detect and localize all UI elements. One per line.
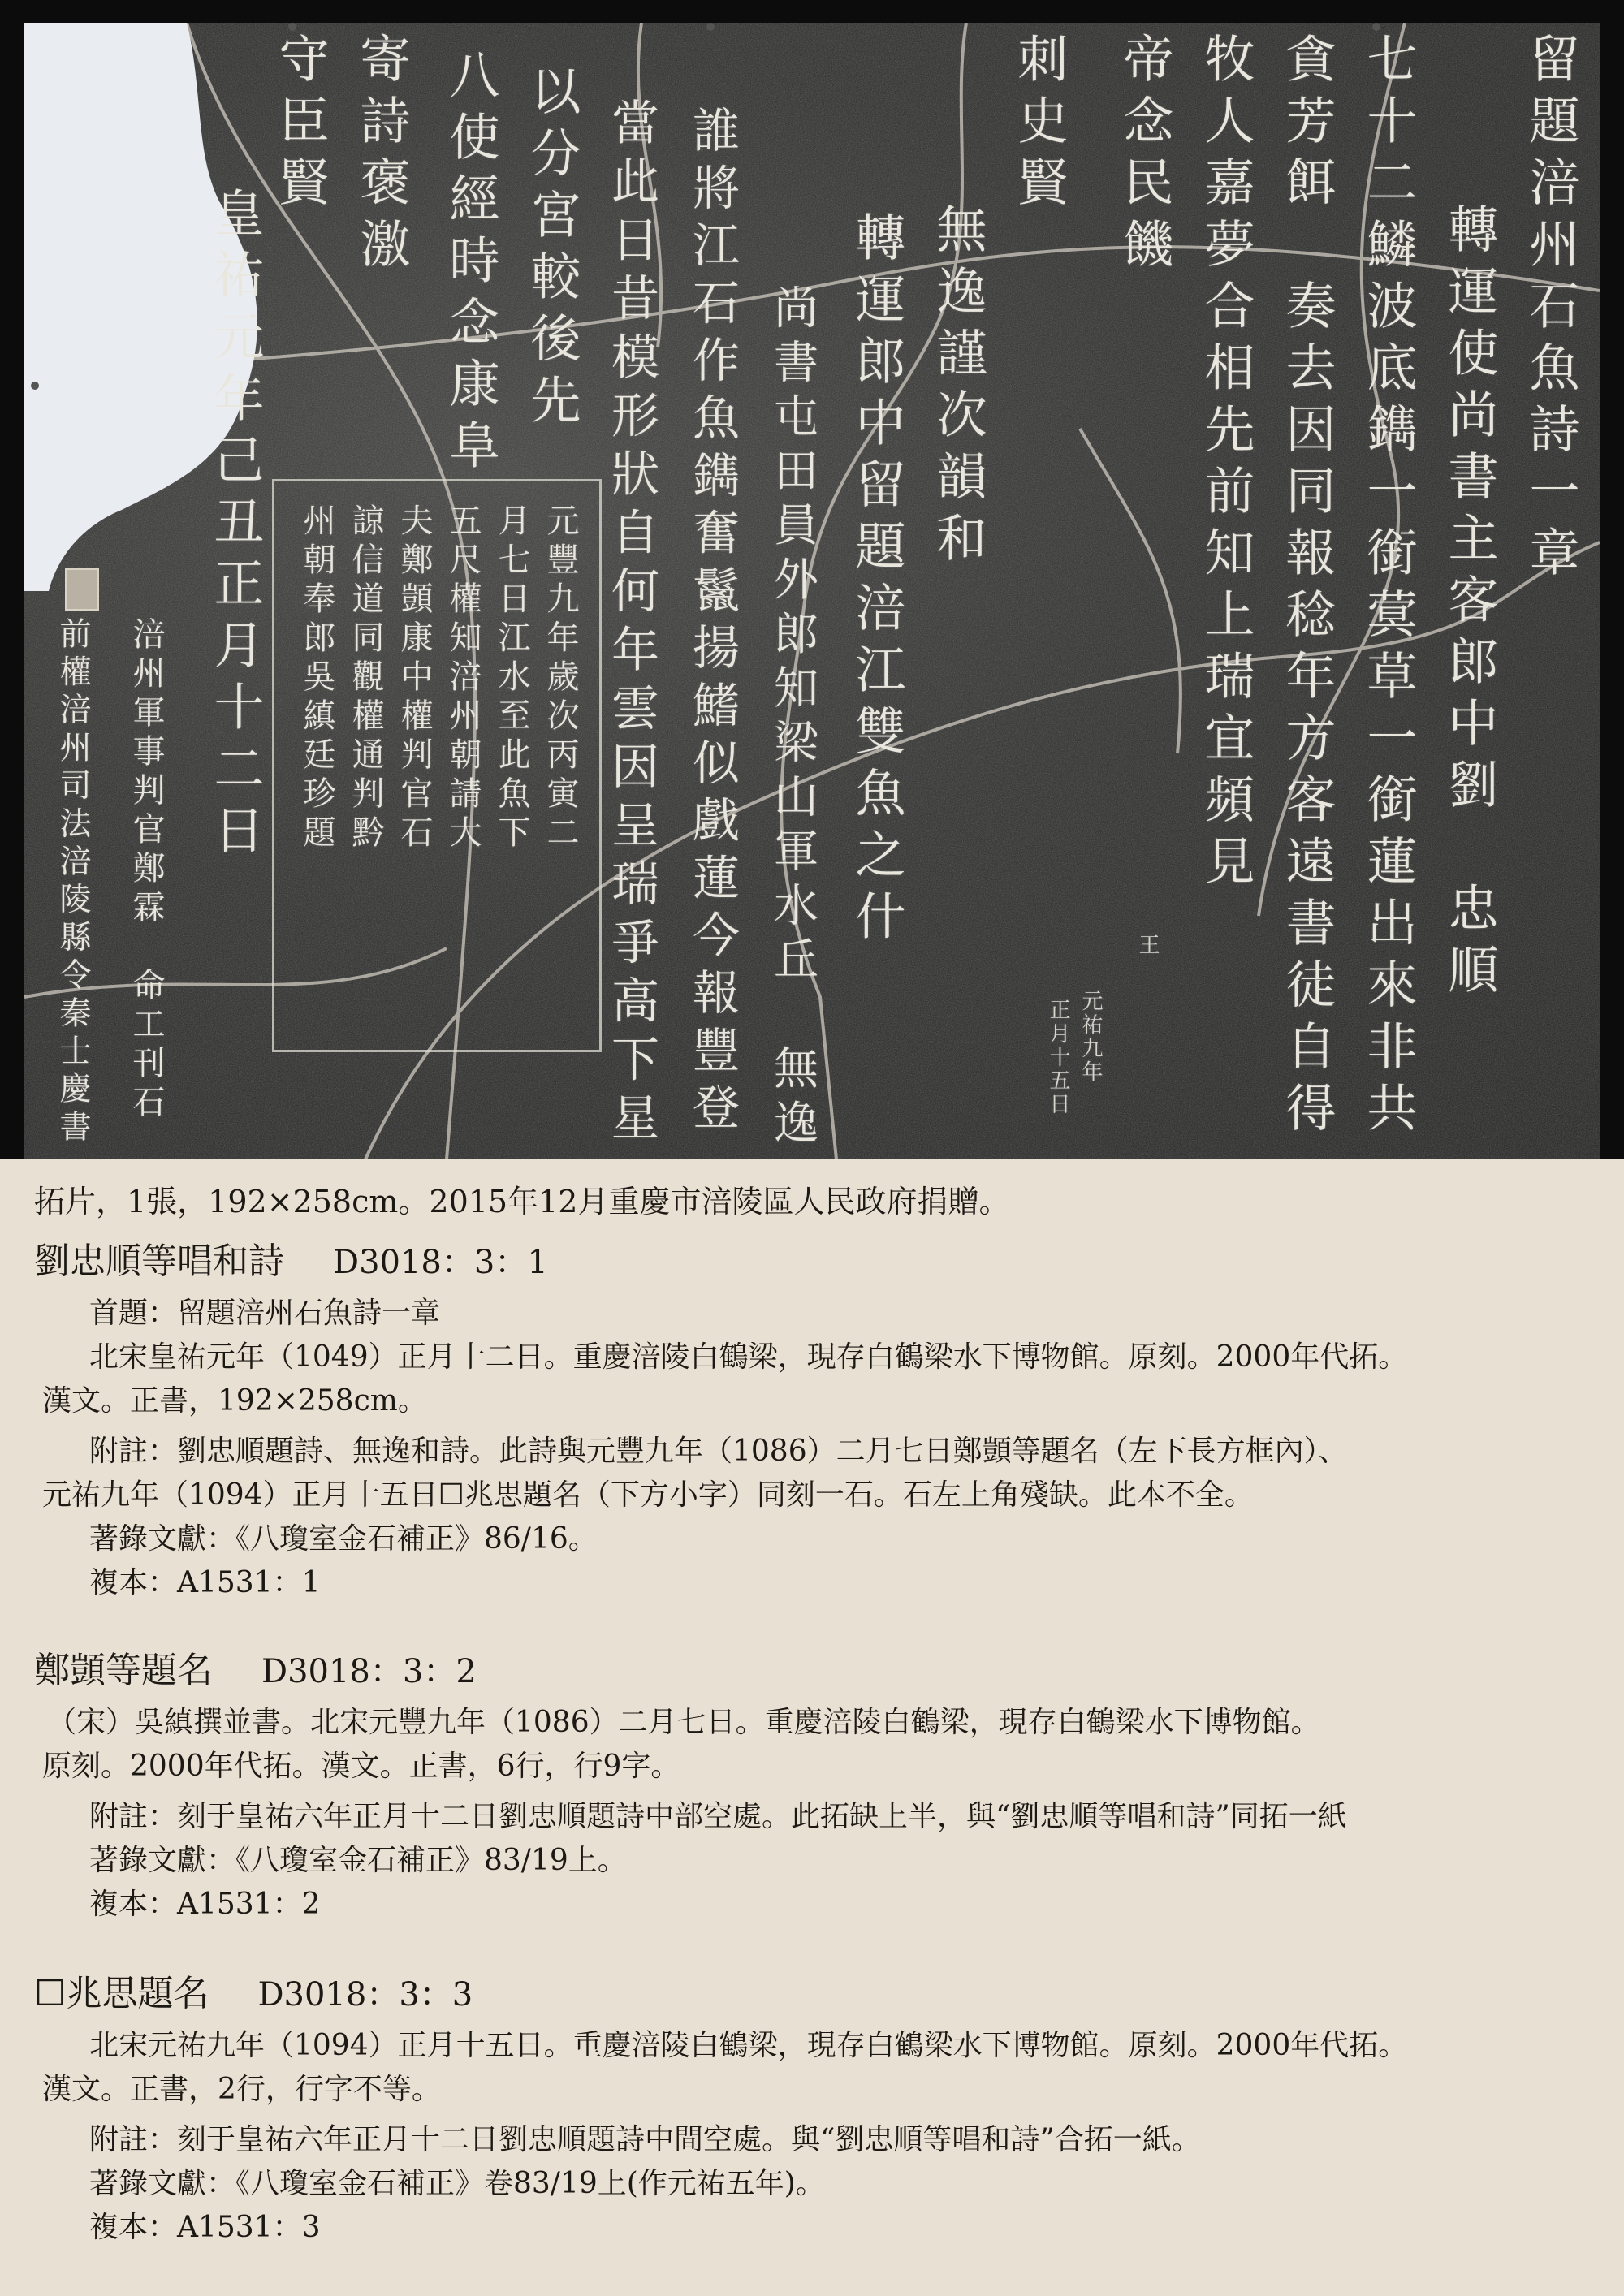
entry-code: D3018：3：3 (257, 1976, 473, 2013)
inscription-column: 當此日昔模形狀自何年雲因呈瑞爭高下星 (603, 97, 659, 1151)
inscription-column: 刺史賢 (1009, 32, 1069, 218)
inscription-column: 無逸謹次韻和 (928, 203, 987, 573)
entry-line: 附註：劉忠順題詩、無逸和詩。此詩與元豐九年（1086）二月七日鄭顗等題名（左下長方框內）、 (89, 1435, 1348, 1468)
inscription-column: 七十二鱗波底鐫一銜蓂草一銜蓮出來非共 (1358, 32, 1418, 1143)
inset-column: 州朝奉郎吳縝廷珍題 (298, 503, 335, 854)
entry-line: 首題：留題涪州石魚詩一章 (89, 1297, 441, 1330)
inscription-column: 以分宮較後先 (522, 65, 581, 435)
entry-line: 原刻。2000年代拓。漢文。正書，6行，行9字。 (42, 1750, 680, 1783)
inset-column: 五尺權知涪州朝請大 (444, 503, 482, 854)
entry-line: 漢文。正書，2行，行字不等。 (42, 2073, 441, 2106)
small-note-column: 正月十五日 (1046, 999, 1070, 1116)
inscription-column: 前權涪州司法涪陵縣令秦士慶書 (54, 617, 91, 1148)
entry-code: D3018：3：2 (261, 1653, 477, 1690)
entry-line: 附註：刻于皇祐六年正月十二日劉忠順題詩中間空處。與“劉忠順等唱和詩”合拓一紙。 (89, 2123, 1201, 2156)
inset-column: 夫鄭顗康中權判官石 (395, 503, 433, 854)
entry-line: 北宋皇祐元年（1049）正月十二日。重慶涪陵白鶴梁，現存白鶴梁水下博物館。原刻。2000年代拓。 (89, 1340, 1408, 1374)
inscription-column: 轉運郎中留題涪江雙魚之什 (847, 211, 906, 952)
entry-line: （宋）吳縝撰並書。北宋元豐九年（1086）二月七日。重慶涪陵白鶴梁，現存白鶴梁水下博物館。 (47, 1706, 1320, 1739)
entry-line: 著錄文獻：《八瓊室金石補正》86/16。 (89, 1522, 598, 1556)
collector-seal (65, 568, 99, 611)
inscription-column: 帝念民饑 (1115, 32, 1174, 279)
entry-title (34, 1650, 477, 1693)
mount-pin (31, 382, 39, 390)
inscription-column: 牧人嘉夢合相先前知上瑞宜頻見 (1196, 32, 1255, 896)
inscription-column: 八使經時念康阜 (441, 49, 500, 481)
inscription-column: 寄詩褒激 (352, 32, 411, 279)
small-note-column: 元祐九年 (1078, 966, 1103, 1107)
entry-title-text: ☐兆思題名 (34, 1973, 209, 2014)
small-note-column: 王 (1135, 934, 1160, 1098)
inscription-column: 貪芳餌 奏去因同報稔年方客遠書徒自得 (1277, 32, 1337, 1143)
entry-title-text: 劉忠順等唱和詩 (34, 1241, 284, 1282)
entry-line: 北宋元祐九年（1094）正月十五日。重慶涪陵白鶴梁，現存白鶴梁水下博物館。原刻。2000年代拓。 (89, 2029, 1408, 2062)
inset-column: 月七日江水至此魚下 (493, 503, 530, 854)
entry-line: 複本：A1531：1 (89, 1566, 321, 1599)
inset-column: 元豐九年歲次丙寅二 (542, 503, 579, 854)
inscription-column: 尚書屯田員外郎知梁山軍水丘 無逸 (767, 284, 818, 1154)
inscription-column: 轉運使尚書主客郎中劉 忠順 (1440, 203, 1499, 1005)
entry-code: D3018：3：1 (333, 1244, 548, 1281)
entry-line: 著錄文獻：《八瓊室金石補正》83/19上。 (89, 1844, 627, 1877)
inscription-column: 涪州軍事判官鄭霖 命工刊石 (127, 617, 165, 1124)
inscription-column: 誰將江石作魚鐫奮鬣揚鰭似戲蓮今報豐登 (685, 106, 740, 1141)
inset-column: 諒信道同觀權通判黔 (347, 503, 384, 854)
catalog-panel (0, 1159, 1624, 2296)
entry-line: 複本：A1531：2 (89, 1888, 321, 1921)
entry-line: 附註：刻于皇祐六年正月十二日劉忠順題詩中部空處。此拓缺上半，與“劉忠順等唱和詩”同拓一紙 (89, 1800, 1347, 1833)
entry-line: 複本：A1531：3 (89, 2211, 321, 2244)
mount-pin (288, 23, 296, 31)
entry-title (34, 1241, 548, 1284)
mount-pin (1372, 23, 1380, 31)
entry-line: 元祐九年（1094）正月十五日☐兆思題名（下方小字）同刻一石。石左上角殘缺。此本不全。 (42, 1478, 1254, 1512)
mount-pin (706, 23, 715, 31)
entry-title (34, 1973, 473, 2016)
inscription-column: 留題涪州石魚詩一章 (1521, 32, 1580, 588)
inscription-column: 守臣賢 (270, 32, 330, 218)
entry-line: 漢文。正書，192×258cm。 (42, 1384, 427, 1418)
entry-title-text: 鄭顗等題名 (34, 1650, 213, 1691)
inscription-column: 皇祐元年己丑正月十二日 (205, 187, 265, 865)
catalog-intro: 拓片，1張，192×258cm。2015年12月重慶市涪陵區人民政府捐贈。 (34, 1184, 1010, 1219)
entry-line: 著錄文獻：《八瓊室金石補正》卷83/19上(作元祐五年)。 (89, 2167, 825, 2200)
